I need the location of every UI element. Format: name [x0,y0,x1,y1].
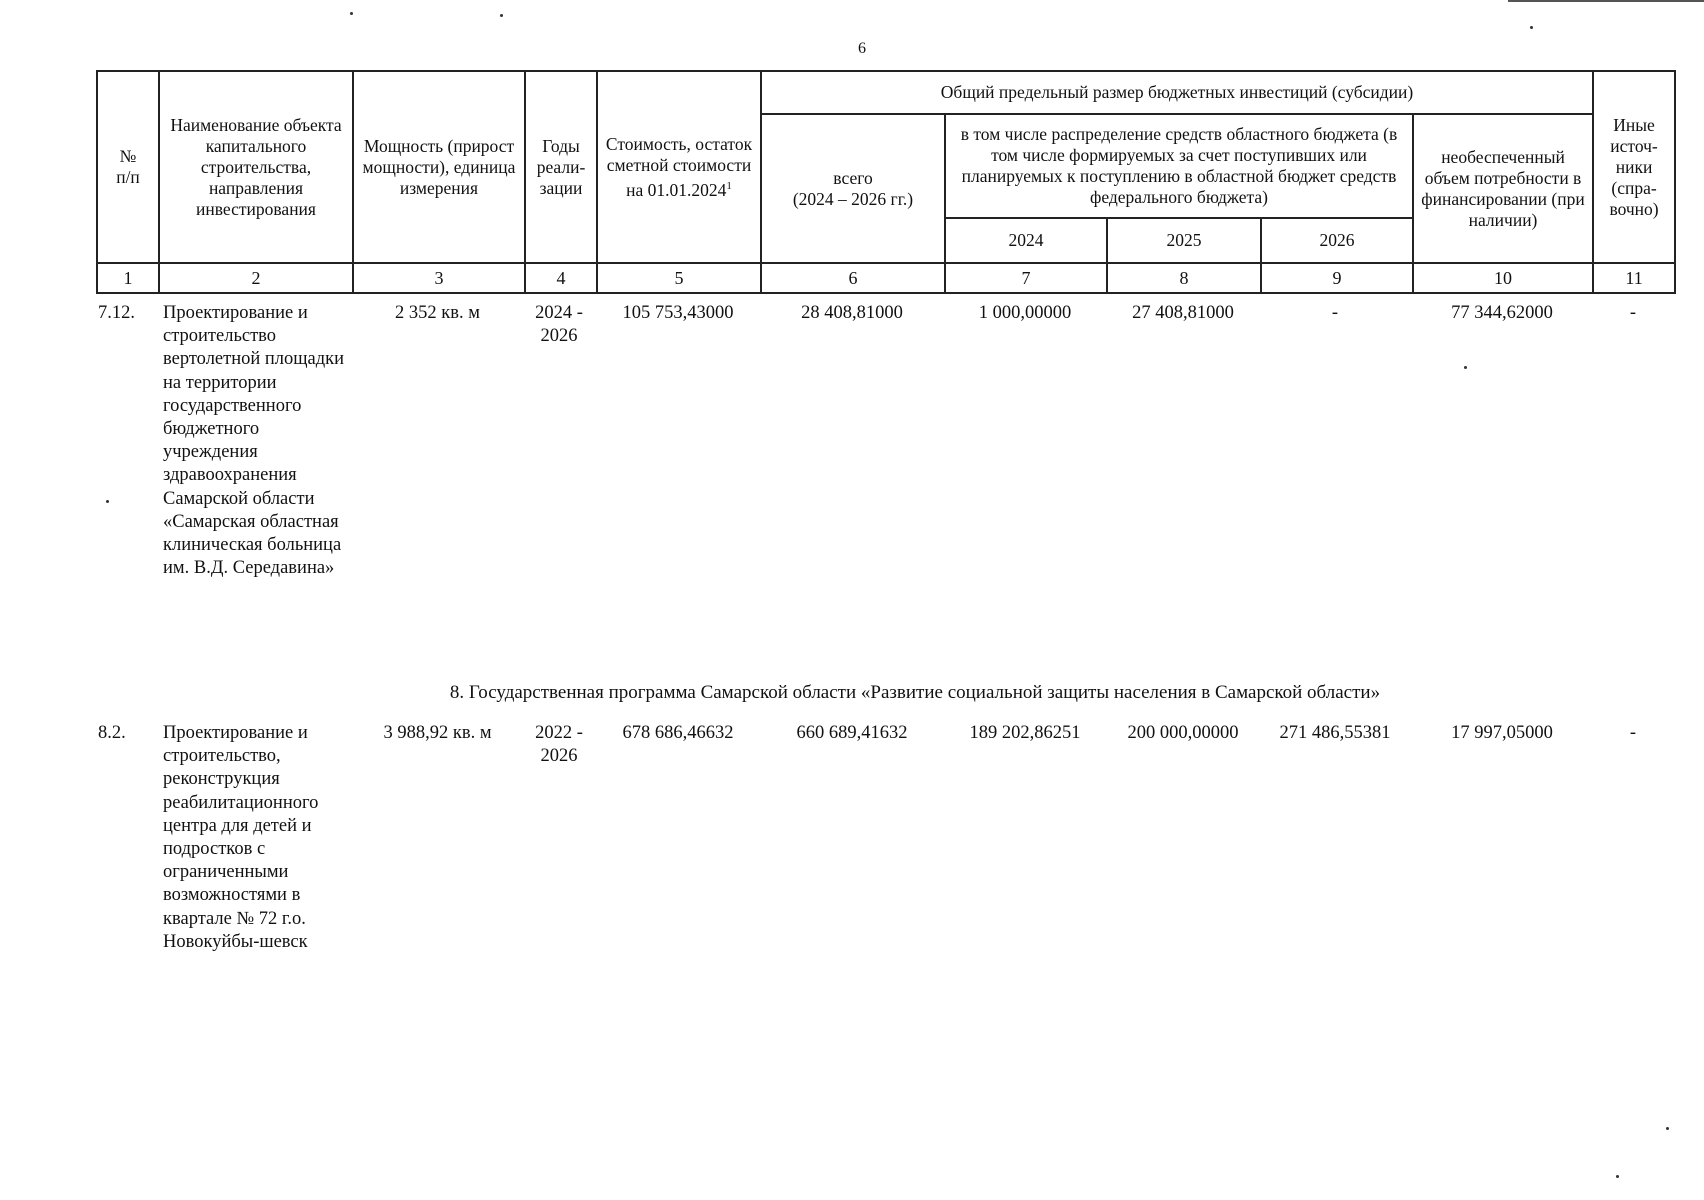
row-2024: 1 000,00000 [978,303,1072,323]
row-unsecured: 77 344,62000 [1451,303,1553,323]
scan-speck [106,500,109,503]
col-number: 2 [159,263,353,293]
header-cost-footnote: 1 [726,179,732,192]
row-2025: 27 408,81000 [1132,303,1234,323]
header-unsecured: необеспеченный объем потребности в финансировании (при наличии) [1413,114,1593,263]
col-number: 9 [1261,263,1413,293]
header-name: Наименование объекта капитального строительства, направления инвестирования [159,71,353,263]
col-number: 4 [525,263,597,293]
budget-table-header [96,70,1676,294]
header-year-2024: 2024 [945,218,1107,263]
row-years: 2024 - 2026 [535,303,583,347]
row-other: - [1629,723,1637,743]
header-group-title: Общий предельный размер бюджетных инвестиций (субсидии) [761,71,1593,114]
scan-speck [1666,1127,1669,1130]
row-cost: 105 753,43000 [622,303,734,323]
header-other: Иные источ-ники (спра-вочно) [1593,71,1675,263]
row-capacity: 2 352 кв. м [395,303,480,323]
row-2026: 271 486,55381 [1279,723,1391,743]
col-number: 10 [1413,263,1593,293]
row-other: - [1629,303,1637,323]
header-num: № п/п [97,71,159,263]
row-unsecured: 17 997,05000 [1451,723,1553,743]
col-number: 7 [945,263,1107,293]
section-title: 8. Государственная программа Самарской области «Развитие социальной защиты населения в Самарской области» [449,682,1381,703]
scan-edge-line [1508,0,1704,2]
scan-speck [1616,1175,1619,1178]
scan-speck [500,14,503,17]
header-cost-text: Стоимость, остаток сметной стоимости на 01.01.2024 [605,133,753,200]
col-number: 3 [353,263,525,293]
header-subgroup-title: в том числе распределение средств областного бюджета (в том числе формируемых за счет поступивших или планируемых к поступлению в областной бюджет средств федерального бюджета) [945,114,1413,218]
header-total: всего (2024 – 2026 гг.) [761,114,945,263]
scan-speck [1464,366,1467,369]
header-years: Годы реали-зации [525,71,597,263]
col-number: 5 [597,263,761,293]
row-total: 660 689,41632 [796,723,908,743]
page-number: 6 [858,40,866,57]
scan-speck [350,12,353,15]
row-years: 2022 - 2026 [535,723,583,767]
col-number: 11 [1593,263,1675,293]
col-number: 1 [97,263,159,293]
row-object-name: Проектирование и строительство, реконструкция реабилитационного центра для детей и подростков с ограниченными возможностями в квартале № 72 г.о. Новокуйбы-шевск [163,723,319,952]
row-number: 8.2. [98,723,126,743]
row-2024: 189 202,86251 [969,723,1081,743]
header-year-2026: 2026 [1261,218,1413,263]
header-year-2025: 2025 [1107,218,1261,263]
header-capacity: Мощность (прирост мощности), единица измерения [353,71,525,263]
row-object-name: Проектирование и строительство вертолетной площадки на территории государственного бюджетного учреждения здравоохранения Самарской области «Самарская областная клиническая больница им. В.Д. Середавина» [163,303,345,579]
header-cost [597,71,761,263]
row-capacity: 3 988,92 кв. м [383,723,492,743]
row-total: 28 408,81000 [801,303,903,323]
row-cost: 678 686,46632 [622,723,734,743]
row-2026: - [1331,303,1339,323]
scan-speck [1530,26,1533,29]
col-number: 6 [761,263,945,293]
row-number: 7.12. [98,303,135,323]
row-2025: 200 000,00000 [1127,723,1239,743]
col-number: 8 [1107,263,1261,293]
